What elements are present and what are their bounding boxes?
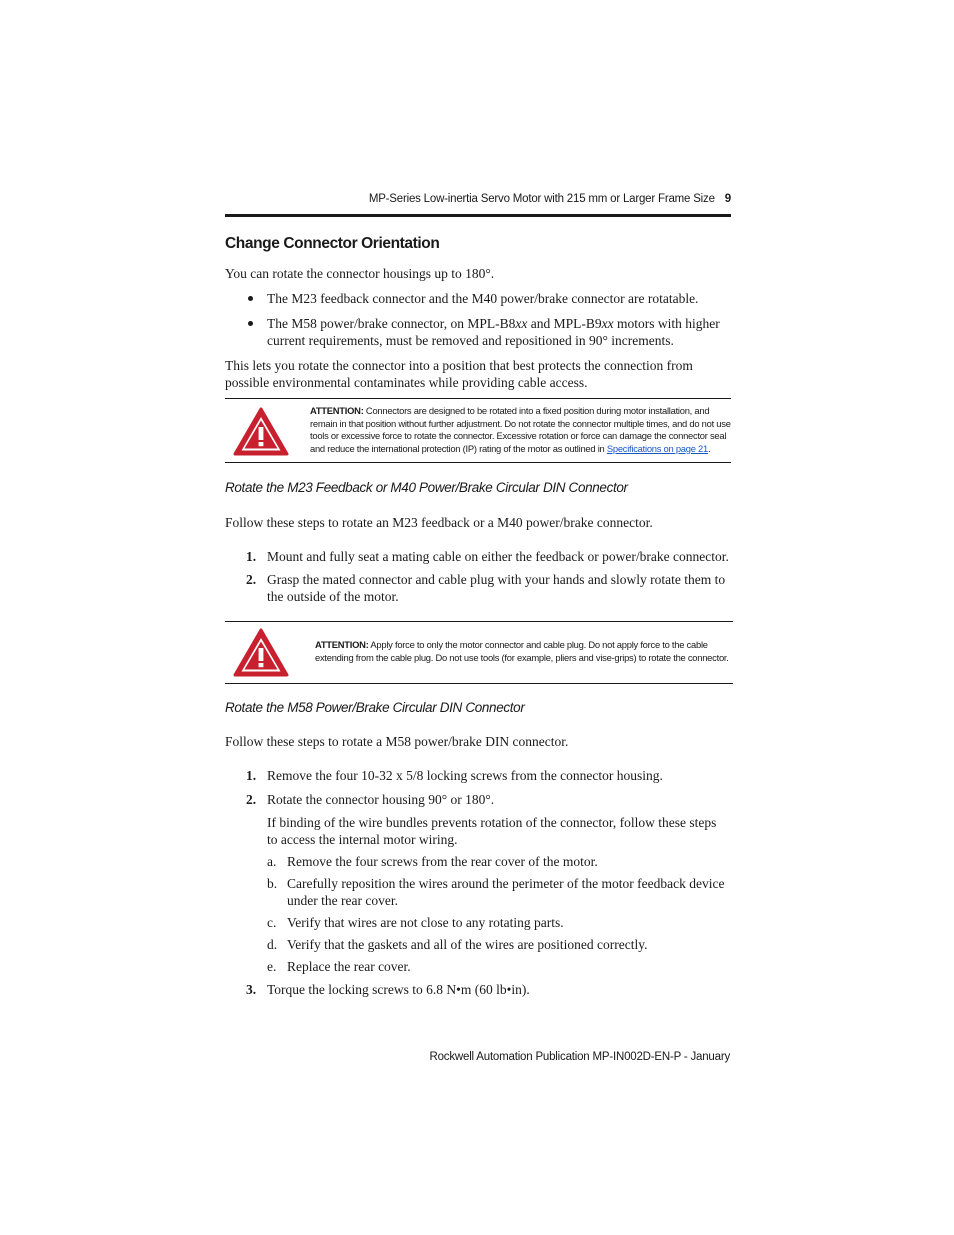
attention-bottom-rule <box>225 462 731 463</box>
attention-label: ATTENTION: <box>315 639 369 650</box>
subsection-intro: Follow these steps to rotate a M58 power/brake DIN connector. <box>225 734 569 749</box>
attention-bottom-rule <box>225 683 733 684</box>
specifications-link[interactable]: Specifications on page 21 <box>606 442 708 454</box>
section-paragraph: This lets you rotate the connector into a position that best protects the connection from possible environmental contaminates while providing cable access. <box>225 358 693 390</box>
substep-letter: c. <box>267 915 277 930</box>
step-number: 2. <box>246 572 257 587</box>
substep-item <box>267 936 727 953</box>
substep-letter: e. <box>267 959 277 974</box>
step-text: Torque the locking screws to 6.8 N•m (60 lb•in). <box>267 982 530 997</box>
substep-item <box>267 875 727 909</box>
section-title: Change Connector Orientation <box>225 235 440 252</box>
warning-triangle-icon <box>233 406 289 456</box>
step-item <box>246 791 733 808</box>
footer-publication: Rockwell Automation Publication MP-IN002D-EN-P - January <box>429 1051 730 1063</box>
substep-letter: b. <box>267 876 278 891</box>
step-text: Remove the four 10-32 x 5/8 locking screws from the connector housing. <box>267 768 663 783</box>
substep-letter: a. <box>267 854 277 869</box>
bullet-dot <box>248 321 253 326</box>
step-item <box>246 981 733 998</box>
bullet-text: The M58 power/brake connector, on MPL-B8xx and MPL-B9xx motors with higher current requirements, must be removed and repositioned in 90° increments. <box>267 316 720 348</box>
substep-text: Remove the four screws from the rear cover of the motor. <box>287 854 598 869</box>
step-number: 3. <box>246 982 257 997</box>
section-intro: You can rotate the connector housings up to 180°. <box>225 266 495 281</box>
page-number: 9 <box>724 193 731 205</box>
attention-message: ATTENTION: Apply force to only the motor connector and cable plug. Do not apply force to the cable extending from the cable plug. Do not use tools (for example, pliers and vise-grips) to rotate the connector. <box>315 639 729 663</box>
attention-label: ATTENTION: <box>310 405 364 416</box>
subsection-intro: Follow these steps to rotate an M23 feedback or a M40 power/brake connector. <box>225 515 653 530</box>
step-text: Rotate the connector housing 90° or 180°. <box>267 792 495 807</box>
step-item <box>246 548 733 565</box>
bullet-item <box>267 315 733 349</box>
running-header <box>225 193 731 211</box>
substep-item <box>267 914 727 931</box>
bullet-dot <box>248 296 253 301</box>
bullet-text: The M23 feedback connector and the M40 power/brake connector are rotatable. <box>267 291 699 306</box>
substep-item <box>267 958 727 975</box>
substep-item <box>267 853 727 870</box>
running-title: MP-Series Low-inertia Servo Motor with 215 mm or Larger Frame Size <box>368 193 715 205</box>
step-text: Grasp the mated connector and cable plug with your hands and slowly rotate them to the outside of the motor. <box>267 572 726 604</box>
binding-note: If binding of the wire bundles prevents rotation of the connector, follow these steps to access the internal motor wiring. <box>267 815 717 847</box>
step-number: 2. <box>246 792 257 807</box>
substep-text: Verify that wires are not close to any rotating parts. <box>287 915 564 930</box>
substep-text: Carefully reposition the wires around the perimeter of the motor feedback device under the rear cover. <box>287 876 725 908</box>
step-item <box>246 767 733 784</box>
bullet-item <box>267 290 737 307</box>
substep-text: Replace the rear cover. <box>287 959 411 974</box>
attention-top-rule <box>225 621 733 622</box>
substep-letter: d. <box>267 937 278 952</box>
step-text: Mount and fully seat a mating cable on either the feedback or power/brake connector. <box>267 549 729 564</box>
step-item <box>246 571 733 605</box>
header-rule <box>225 214 731 217</box>
attention-top-rule <box>225 398 731 399</box>
warning-triangle-icon <box>233 627 289 677</box>
subsection-title: Rotate the M23 Feedback or M40 Power/Brake Circular DIN Connector <box>225 480 628 495</box>
subsection-title: Rotate the M58 Power/Brake Circular DIN Connector <box>225 700 525 715</box>
attention-message: ATTENTION: Connectors are designed to be rotated into a fixed position during motor installation, and remain in that position without further adjustment. Do not rotate the connector multiple times, and do not use tools or excessive force to rotate the connector. Excessive rotation or force can damage the connector seal and reduce the international protection (IP) rating of the motor as outlined in Specifications on page 21. <box>310 405 731 454</box>
substep-text: Verify that the gaskets and all of the wires are positioned correctly. <box>287 937 648 952</box>
step-number: 1. <box>246 549 257 564</box>
step-number: 1. <box>246 768 257 783</box>
